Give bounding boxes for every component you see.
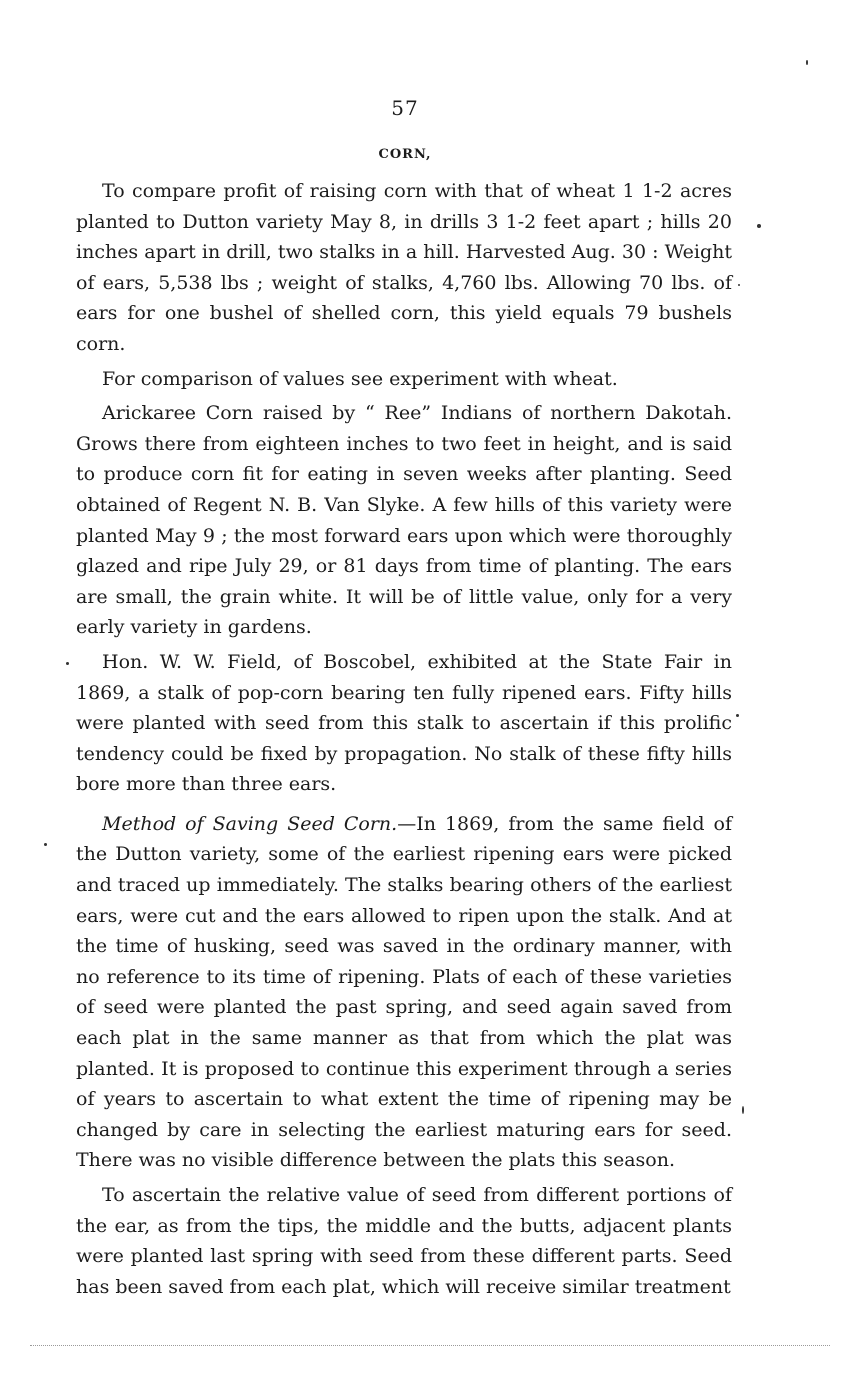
paragraph-seed-portions: To ascertain the relative value of seed from different portions of the ear, as from the tips, the middle and the butts, adjacent plants were planted last spring with seed from these different parts. Seed has been saved from each plat, which will receive similar treatment [76, 1184, 732, 1298]
page-number: 57 [391, 96, 419, 120]
scan-speck [757, 224, 761, 228]
paragraph-profit-comparison: To compare profit of raising corn with that of wheat 1 1-2 acres planted to Dutton variety May 8, in drills 3 1-2 feet apart ; hills 20 inches apart in drill, two stalks in a hill. Harvested Aug. 30 : Weight of ears, 5,538 lbs ; weight of stalks, 4,760 lbs. Allowing 70 lbs. of ears for one bushel of shelled corn, this yield equals 79 bushels corn. [76, 180, 732, 355]
bottom-rule [30, 1345, 830, 1346]
body-text [76, 176, 732, 1302]
scan-speck [806, 60, 808, 65]
scan-speck [736, 714, 739, 717]
scan-speck [66, 662, 69, 665]
scan-speck [738, 284, 740, 286]
paragraph-lead-italic: Method of Saving Seed Corn. [102, 812, 398, 835]
paragraph-arickaree-corn: Arickaree Corn raised by “ Ree” Indians of northern Dakotah. Grows there from eighteen inches to two feet in height, and is said to produce corn fit for eating in seven weeks after planting. Seed obtained of Regent N. B. Van Slyke. A few hills of this variety were planted May 9 ; the most forward ears upon which were thoroughly glazed and ripe July 29, or 81 days from time of planting. The ears are small, the grain white. It will be of little value, only for a very early variety in gardens. [76, 402, 732, 639]
paragraph-saving-seed-body: —In 1869, from the same field of the Dutton variety, some of the earliest ripening ears were picked and traced up immediately. The stalks bearing others of the earliest ears, were cut and the ears allowed to ripen upon the stalk. And at the time of husking, seed was saved in the ordinary manner, with no reference to its time of ripening. Plats of each of these varieties of seed were planted the past spring, and seed again saved from each plat in the same manner as that from which the plat was planted. It is proposed to continue this experiment through a series of years to ascertain to what extent the time of ripening may be changed by care in selecting the earliest maturing ears for seed. There was no visible difference between the plats this season. [76, 812, 732, 1172]
scan-speck [44, 843, 47, 846]
scan-speck [742, 1106, 744, 1114]
paragraph-comparison-values: For comparison of values see experiment with wheat. [102, 367, 618, 390]
paragraph-field-popcorn: Hon. W. W. Field, of Boscobel, exhibited at the State Fair in 1869, a stalk of pop-corn bearing ten fully ripened ears. Fifty hills were planted with seed from this stalk to ascertain if this prolific tendency could be fixed by propagation. No stalk of these fifty hills bore more than three ears. [76, 650, 732, 796]
section-heading: CORN, [378, 147, 432, 162]
paragraph-saving-seed-corn [76, 809, 732, 1176]
